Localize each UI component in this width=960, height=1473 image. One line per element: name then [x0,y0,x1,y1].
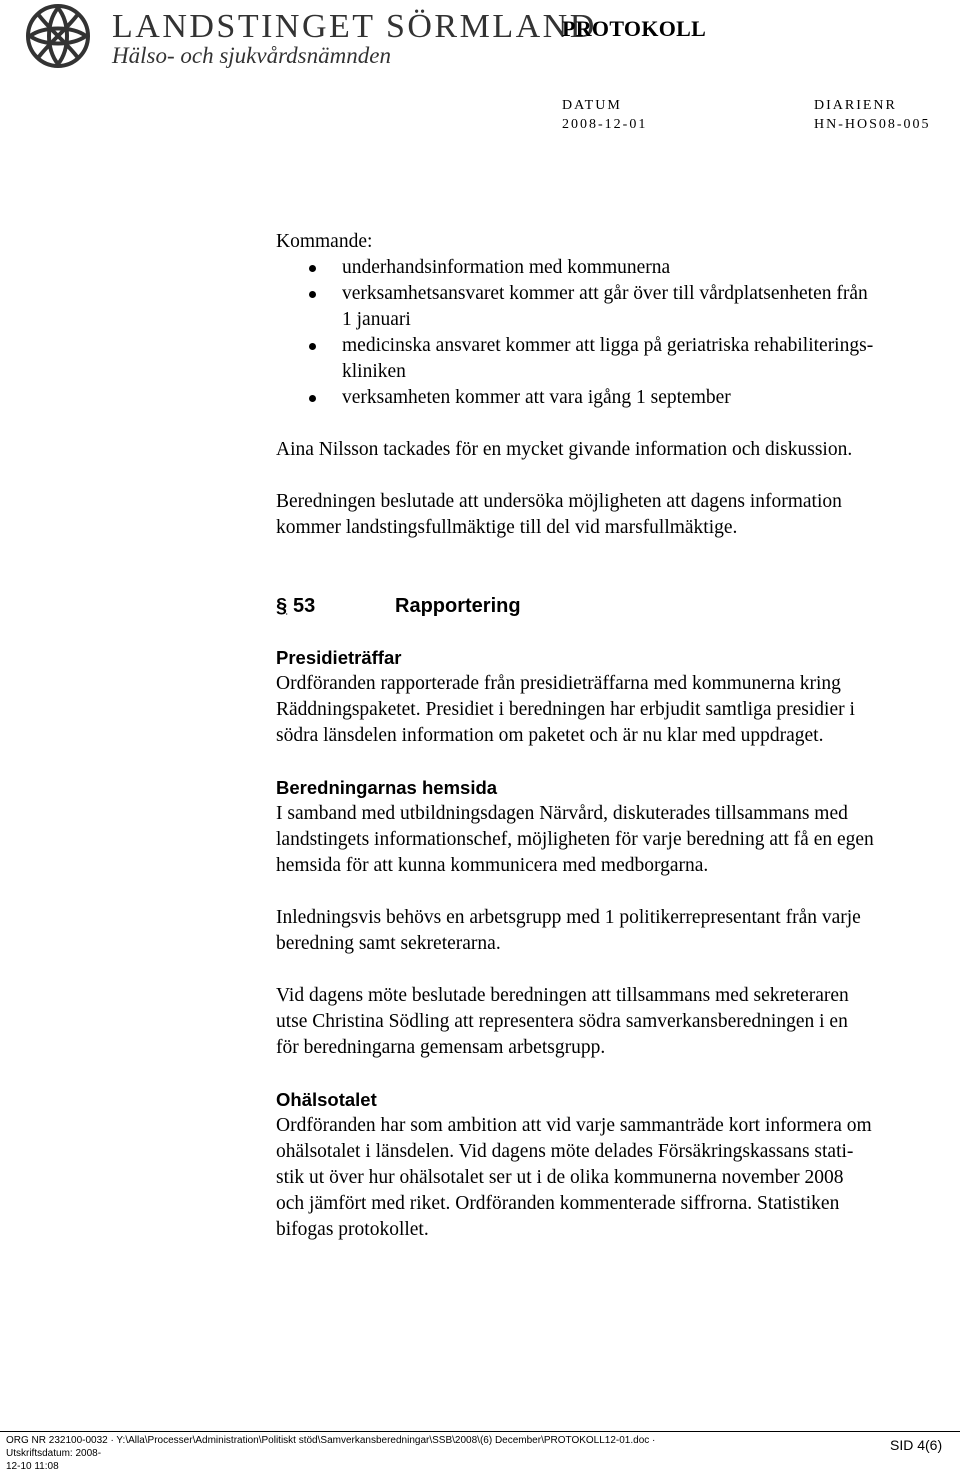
footer-text: ORG NR 232100-0032 · Y:\Alla\Processer\Administration\Politiskt stöd\Samverkansberedningar\SSB\2008\(6) December\PROTOKOLL12-01.doc · Utskriftsdatum: 2008- 12-10 11:08 [6,1435,656,1472]
bullet-icon [309,291,316,298]
date-label: DATUM [562,98,622,113]
list-item [276,255,956,281]
decision-paragraph: Beredningen beslutade att undersöka möjligheten att dagens information kommer landstingsfullmäktige till del vid marsfullmäktige. [276,491,842,538]
org-subtitle: Hälso- och sjukvårdsnämnden [112,43,391,68]
list-item [276,281,956,333]
hemsida-paragraph-3: Vid dagens möte beslutade beredningen att tillsammans med sekreteraren utse Christina Södling att representera södra samverkansberedningen i en för beredningarna gemensam arbetsgrupp. [276,985,849,1058]
bullet-icon [309,343,316,350]
paragraph-sign: § [276,595,288,617]
subheading-presidie: Presidieträffar [276,647,402,668]
hemsida-paragraph-2: Inledningsvis behövs en arbetsgrupp med 1 politikerrepresentant från varje beredning samt sekreterarna. [276,907,861,954]
subheading-hemsida: Beredningarnas hemsida [276,777,498,798]
section-heading [276,593,956,619]
diary-number-label: DIARIENR [814,98,897,113]
list-item-text: underhandsinformation med kommunerna [342,257,671,278]
list-item [276,333,956,385]
bullet-icon [309,395,316,402]
document-body [276,229,956,1243]
date-value: 2008-12-01 [562,117,648,132]
intro-label: Kommande: [276,231,373,252]
bullet-list [276,255,956,411]
county-council-logo-icon [6,2,106,70]
bullet-icon [309,265,316,272]
page-indicator: SID 4(6) [890,1437,943,1453]
footer-divider [0,1431,960,1432]
list-item-text: verksamhetsansvaret kommer att går över till vårdplatsenheten från 1 januari [342,283,868,330]
list-item [276,385,956,411]
list-item-text: verksamheten kommer att vara igång 1 september [342,387,731,408]
org-name: LANDSTINGET SÖRMLAND [112,8,597,45]
ohalsotal-paragraph: Ordföranden har som ambition att vid varje sammanträde kort informera om ohälsotalet i länsdelen. Vid dagens möte delades Försäkringskassans stati- stik ut över hur ohälsotalet ser ut i de olika kommunerna november 2008 och jämfört med riket. Ordföranden kommenterade siffrorna. Statistiken bifogas protokollet. [276,1115,872,1240]
presidie-paragraph: Ordföranden rapporterade från presidieträffarna med kommunerna kring Räddningspaketet. Presidiet i beredningen har erbjudit samtliga presidier i södra länsdelen information om paketet och är nu klar med uppdraget. [276,673,855,746]
logo [6,2,597,70]
document-type: PROTOKOLL [562,16,707,41]
section-number: 53 [293,595,316,617]
diary-number-value: HN-HOS08-005 [814,117,931,132]
hemsida-paragraph-1: I samband med utbildningsdagen Närvård, diskuterades tillsammans med landstingets informationschef, möjligheten för varje beredning att få en egen hemsida för att kunna kommunicera med medborgarna. [276,803,874,876]
subheading-ohalsotal: Ohälsotalet [276,1089,377,1110]
thanks-paragraph: Aina Nilsson tackades för en mycket givande information och diskussion. [276,439,853,460]
section-title: Rapportering [395,595,521,617]
list-item-text: medicinska ansvaret kommer att ligga på geriatriska rehabiliterings- kliniken [342,335,874,382]
